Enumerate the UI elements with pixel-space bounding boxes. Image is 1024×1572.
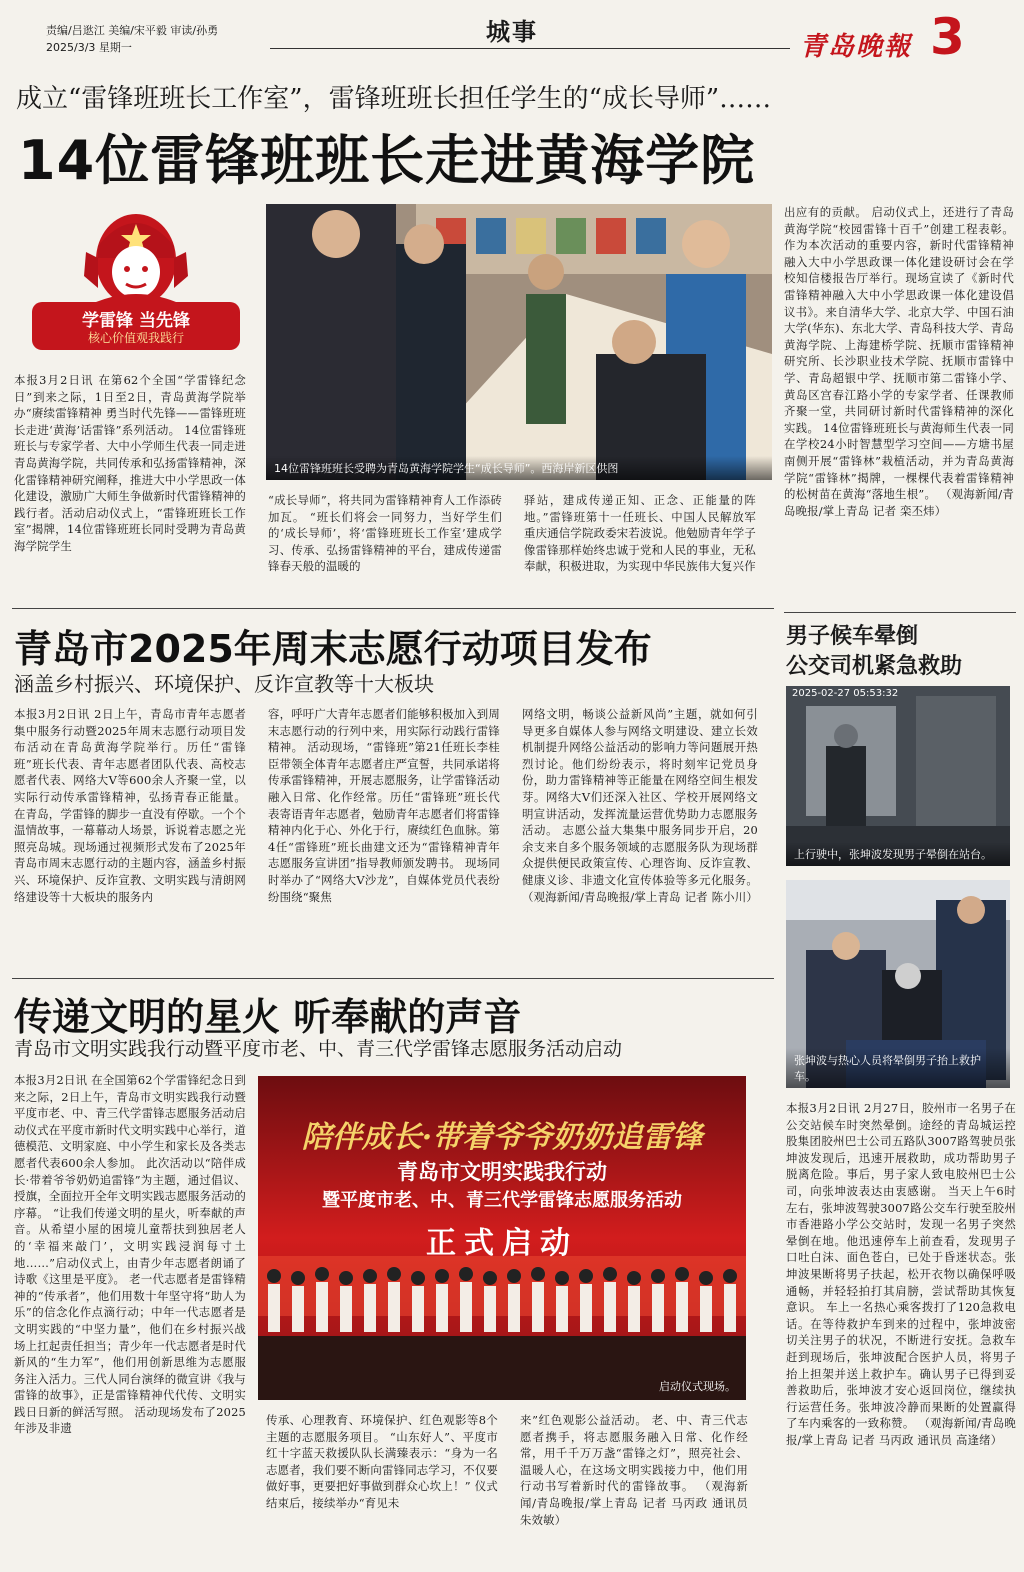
story1-photo-caption: 14位雷锋班班长受聘为青岛黄海学院学生“成长导师”。西海岸新区供图 bbox=[266, 456, 772, 480]
story4-headline-line1: 男子候车晕倒 bbox=[786, 624, 919, 649]
story3-headline: 传递文明的星火 听奉献的声音 bbox=[14, 995, 522, 1039]
story1-column-right: 出应有的贡献。 启动仪式上，还进行了青岛黄海学院“校园雷锋十百千”创建工程表彰。 作为本次活动的重要内容，新时代雷锋精神融入大中小学思政课一体化建设研讨会在学校知信楼报告厅举行。现场宣读了《新时代雷锋精神融入大中小学思政课一体化建设倡议书》。来自清华大学、北京大学、中国石油大学(华东)、东北大学、青岛科技大学、青岛黄海学院、上海建桥学院、抚顺市雷锋精神研究所、长沙职业技术学院、抚顺市雷锋中学、青岛超银中学、抚顺市第二雷锋小学、黄岛区宫春江路小学的专家学者、任课教师齐聚一堂，共同研讨新时代雷锋精神的深化实践。 14位雷锋班班长与黄海师生代表一同在学校24小时智慧型学习空间——方塘书屋南侧开展“雷锋林”栽植活动，并为青岛黄海学院“雷锋林”揭牌，一棵棵代表着雷锋精神的松树苗在黄海“落地生根”。 （观海新闻/青岛晚报/掌上青岛 记者 栾丕炜） bbox=[784, 205, 1014, 518]
story3-photo-caption: 启动仪式现场。 bbox=[659, 1380, 736, 1393]
story2-headline: 青岛市2025年周末志愿行动项目发布 bbox=[14, 627, 652, 671]
story3-column-mid1: 传承、心理教育、环境保护、红色观影等8个主题的志愿服务项目。 “山东好人”、平度市红十字蓝天救援队队长满臻表示：“身为一名志愿者，我们要不断向雷锋同志学习，不仅要做好事，更要把好事做到群众心坎上！” 仪式结束后，接续举办“育见未 bbox=[266, 1413, 498, 1510]
story2-column-1: 本报3月2日讯 2日上午，青岛市青年志愿者集中服务行动暨2025年周末志愿行动项目发布活动在青岛黄海学院举行。历任“雷锋班”班长代表、青年志愿者团队代表、高校志愿者代表、网络大V等600余人齐聚一堂，以实际行动传承雷锋精神，弘扬青春正能量。 在青岛，学雷锋的脚步一直没有停歇。一个个温情故事，一幕幕动人场景，诉说着志愿之光照亮岛城。现场通过视频形式发布了2025年青岛市周末志愿行动的主题内容，涵盖乡村振兴、环境保护、反诈宣教、文明实践与清朗网络建设等十大板块的服务内 bbox=[14, 707, 246, 904]
badge-slogan: 学雷锋 当先锋 bbox=[82, 311, 190, 331]
divider bbox=[12, 978, 774, 979]
banner-subtitle: 暨平度市老、中、青三代学雷锋志愿服务活动 bbox=[322, 1190, 682, 1211]
badge-motto: 核心价值观我践行 bbox=[87, 331, 184, 345]
story3-column-left: 本报3月2日讯 在全国第62个学雷锋纪念日到来之际，2日上午，青岛市文明实践我行动暨平度市老、中、青三代学雷锋志愿服务活动启动仪式在平度市新时代文明实践中心举行，道德模范、文明家庭、中小学生和家长及各类志愿者代表600余人参加。 此次活动以“陪伴成长·带着爷爷奶奶追雷锋”为主题，通过倡议、授旗，全面拉开全年文明实践志愿服务活动的序幕。 “让我们传递文明的星火，听奉献的声音。从希望小屋的困境儿童帮扶到独居老人的‘幸福来敲门’，文明实践浸润每寸土地……”启动仪式上，由青少年志愿者朗诵了诗歌《这里是平度》。 老一代志愿者是雷锋精神的“传承者”，他们用数十年坚守将“助人为乐”的信念化作点滴行动；中年一代志愿者是文明实践的“中坚力量”，他们在乡村振兴战场上扛起责任担当；青少年一代志愿者是时代新风的“生力军”，他们用创新思维为志愿服务注入活力。三代人同台演绎的微宣讲《我与雷锋的故事》，正是雷锋精神代代传、文明实践日日新的鲜活写照。 活动现场发布了2025年涉及非遗 bbox=[14, 1073, 246, 1436]
signing-ceremony-illustration bbox=[266, 204, 772, 480]
story4-headline-line2: 公交司机紧急救助 bbox=[786, 654, 963, 679]
newspaper-logo: 青岛晚報 bbox=[800, 32, 913, 62]
page-number: 3 bbox=[930, 8, 965, 66]
story1-photo bbox=[266, 204, 772, 480]
story4-column: 本报3月2日讯 2月27日，胶州市一名男子在公交站候车时突然晕倒。途经的青岛城运控股集团胶州巴士公司五路队3007路驾驶员张坤波发现后，迅速开展救助，成功帮助男子脱离危险。事后，男子家人致电胶州巴士公司，向张坤波表达由衷感谢。 当天上午6时左右，张坤波驾驶3007路公交车行驶至胶州市香港路小学公交站时，发现一名男子突然晕倒在地。他迅速停车上前查看，发现男子口吐白沫、面色苍白，已处于昏迷状态。张坤波果断将男子扶起，松开衣物以确保呼吸通畅，并轻轻拍打其肩膀，尝试帮助其恢复意识。 车上一名热心乘客拨打了120急救电话。在等待救护车到来的过程中，张坤波密切关注男子的状况，不断进行安抚。急救车赶到现场后，张坤波配合医护人员，将男子抬上担架并送上救护车。确认男子已得到妥善救助后，张坤波才安心返回岗位，继续执行运营任务。张坤波冷静而果断的处置赢得了车内乘客的一致称赞。 （观海新闻/青岛晚报/掌上青岛 记者 马丙政 通讯员 高逢绪） bbox=[786, 1101, 1016, 1447]
story1-column-mid2: 驿站，建成传递正知、正念、正能量的阵地。”雷锋班第十一任班长、中国人民解放军重庆通信学院政委宋若波说。他勉励青年学子像雷锋那样始终忠诚于党和人民的事业，无私奉献，积极进取，为实现中华民族伟大复兴作 bbox=[524, 493, 756, 574]
story3-subhead: 青岛市文明实践我行动暨平度市老、中、青三代学雷锋志愿服务活动启动 bbox=[14, 1038, 623, 1060]
banner-title: 青岛市文明实践我行动 bbox=[397, 1160, 607, 1184]
divider bbox=[784, 612, 1016, 613]
story4-photo2 bbox=[786, 880, 1010, 1088]
story2-subhead: 涵盖乡村振兴、环境保护、反诈宣教等十大板块 bbox=[14, 672, 434, 696]
story3-photo bbox=[258, 1076, 746, 1400]
bus-cctv-illustration bbox=[786, 686, 1010, 866]
banner-theme: 陪伴成长·带着爷爷奶奶追雷锋 bbox=[301, 1120, 703, 1155]
credit-editors: 责编/吕逖江 美编/宋平毅 审读/孙勇 bbox=[46, 24, 219, 37]
story3-column-mid2: 来”红色观影公益活动。 老、中、青三代志愿者携手，将志愿服务融入日常、化作经常，用千千万万盏“雷锋之灯”，照亮社会、温暖人心，在这场文明实践接力中，他们用行动书写着新时代的雷锋故事。 （观海新闻/青岛晚报/掌上青岛 记者 马丙政 通讯员 朱效敏） bbox=[520, 1413, 748, 1527]
section-title: 城事 bbox=[486, 17, 538, 46]
story2-column-3: 网络文明，畅谈公益新风尚”主题，就如何引导更多自媒体人参与网络文明建设、建立长效机制提升网络公益活动的影响力等问题展开热烈讨论。他们纷纷表示，将时刻牢记党员身份，助力雷锋精神等正能量在网络空间生根发芽。网络大V们还深入社区、学校开展网络文明宣讲活动，发挥流量运营优势助力志愿服务活动。 志愿公益大集集中服务同步开启，20余支来自多个服务领域的志愿服务队为现场群众提供便民政策宣传、心理咨询、反诈宣教、健康义诊、非遗文化宣传体验等多元化服务。 （观海新闻/青岛晚报/掌上青岛 记者 陈小川） bbox=[522, 707, 758, 904]
story1-kicker: 成立“雷锋班班长工作室”，雷锋班班长担任学生的“成长导师”…… bbox=[16, 84, 772, 114]
story4-photo1-caption: 上行驶中，张坤波发现男子晕倒在站台。 bbox=[786, 842, 1010, 866]
banner-launch: 正式启动 bbox=[426, 1226, 578, 1261]
story4-headline bbox=[786, 622, 962, 682]
story4-photo1 bbox=[786, 686, 1010, 866]
cctv-timestamp: 2025-02-27 05:53:32 bbox=[792, 688, 899, 699]
story1-column-mid1: “成长导师”，将共同为雷锋精神育人工作添砖加瓦。 “班长们将会一同努力，当好学生们的‘成长导师’，将‘雷锋班班长工作室’建成学习、传承、弘扬雷锋精神的平台，建成传递雷锋春天般的温暖的 bbox=[268, 493, 502, 574]
header-rule bbox=[270, 48, 790, 49]
divider bbox=[12, 608, 774, 609]
story4-photo2-caption: 张坤波与热心人员将晕倒男子抬上救护车。 bbox=[786, 1048, 1010, 1088]
header-credits bbox=[46, 22, 218, 56]
lei-feng-badge bbox=[26, 206, 246, 356]
story1-column-left: 本报3月2日讯 在第62个全国“学雷锋纪念日”到来之际，1日至2日，青岛黄海学院举办“赓续雷锋精神 勇当时代先锋——雷锋班班长走进‘黄海’话雷锋”系列活动。 14位雷锋班班长与专家学者、大中小学师生代表一同走进青岛黄海学院，共同传承和弘扬雷锋精神，深化雷锋精神研究阐释，推进大中小学思政一体化建设，激励广大师生争做新时代雷锋精神的践行者。活动启动仪式上，“雷锋班班长工作室”揭牌，14位雷锋班班长同时受聘为青岛黄海学院学生 bbox=[14, 373, 246, 553]
issue-date: 2025/3/3 星期一 bbox=[46, 41, 132, 54]
story1-headline: 14位雷锋班班长走进黄海学院 bbox=[18, 129, 756, 192]
story2-column-2: 容，呼吁广大青年志愿者们能够积极加入到周末志愿行动的行列中来，用实际行动践行雷锋精神。 活动现场，“雷锋班”第21任班长李桂臣带领全体青年志愿者庄严宣誓，共同承诺将传承雷锋精神，开展志愿服务，让学雷锋活动融入日常、化作经常。历任“雷锋班”班长代表寄语青年志愿者，勉励青年志愿者们将雷锋精神内化于心、外化于行，赓续红色血脉。第4任“雷锋班”班长曲建文还为“雷锋精神青年志愿服务宣讲团”指导教师颁发聘书。 现场同时举办了“网络大V沙龙”，自媒体党员代表纷纷围绕“聚焦 bbox=[268, 707, 500, 904]
